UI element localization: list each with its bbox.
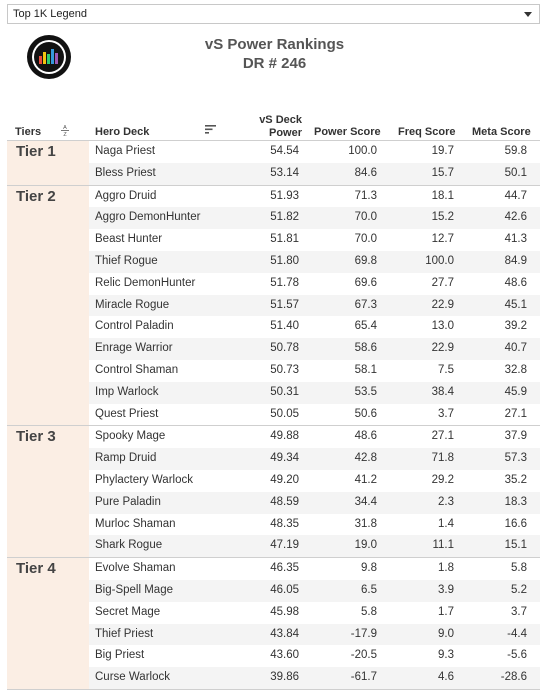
table-row[interactable] [89, 360, 540, 382]
table-row[interactable] [89, 338, 540, 360]
freq-score-cell: 22.9 [431, 342, 454, 355]
freq-score-cell: 27.7 [431, 276, 454, 289]
vs-power-cell: 51.80 [270, 254, 299, 267]
freq-score-cell: 100.0 [425, 254, 454, 267]
meta-score-cell: 42.6 [504, 211, 527, 224]
meta-score-cell: 48.6 [504, 276, 527, 289]
table-row[interactable] [89, 141, 540, 163]
hero-deck-cell: Big Priest [95, 649, 145, 662]
power-score-cell: 84.6 [354, 166, 377, 179]
filter-selected-value: Top 1K Legend [13, 8, 88, 20]
vs-power-cell: 53.14 [270, 166, 299, 179]
power-score-cell: 70.0 [354, 233, 377, 246]
svg-text:A: A [63, 125, 67, 131]
meta-score-cell: 57.3 [504, 452, 527, 465]
meta-score-cell: 18.3 [504, 495, 527, 508]
power-score-cell: 50.6 [354, 407, 377, 420]
vs-power-cell: 49.88 [270, 430, 299, 443]
tier-group [7, 426, 540, 557]
hero-deck-cell: Quest Priest [95, 407, 159, 420]
meta-score-cell: 32.8 [504, 363, 527, 376]
hero-deck-cell: Relic DemonHunter [95, 276, 196, 289]
hero-deck-cell: Aggro Druid [95, 189, 157, 202]
meta-score-cell: 27.1 [504, 407, 527, 420]
freq-score-cell: 22.9 [431, 298, 454, 311]
column-header-hero-deck[interactable]: Hero Deck [95, 126, 150, 138]
tier-label: Tier 2 [7, 186, 89, 426]
freq-score-cell: 71.8 [431, 452, 454, 465]
power-score-cell: 6.5 [361, 583, 377, 596]
table-row[interactable] [89, 273, 540, 295]
table-row[interactable] [89, 207, 540, 229]
power-score-cell: 53.5 [354, 385, 377, 398]
power-score-cell: -20.5 [350, 649, 377, 662]
freq-score-cell: 1.7 [438, 605, 454, 618]
table-row[interactable] [89, 295, 540, 317]
power-score-cell: 31.8 [354, 517, 377, 530]
vs-power-cell: 46.35 [270, 562, 299, 575]
vs-power-cell: 51.78 [270, 276, 299, 289]
meta-score-cell: 39.2 [504, 320, 527, 333]
power-score-cell: 48.6 [354, 430, 377, 443]
column-header-meta-score[interactable]: Meta Score [472, 126, 531, 138]
vs-power-cell: 49.34 [270, 452, 299, 465]
power-score-cell: 65.4 [354, 320, 377, 333]
hero-deck-cell: Evolve Shaman [95, 562, 176, 575]
tier-group [7, 558, 540, 689]
power-score-cell: 69.6 [354, 276, 377, 289]
table-row[interactable] [89, 404, 540, 426]
table-bottom-border [7, 689, 540, 690]
power-score-cell: -61.7 [350, 671, 377, 684]
vs-power-cell: 49.20 [270, 473, 299, 486]
table-row[interactable] [89, 602, 540, 624]
table-row[interactable] [89, 316, 540, 338]
rankings-table [7, 140, 540, 690]
power-score-cell: 69.8 [354, 254, 377, 267]
freq-score-cell: 19.7 [431, 145, 454, 157]
column-header-vs-power-line1: vS Deck [259, 114, 302, 126]
freq-score-cell: 3.9 [438, 583, 454, 596]
vs-power-cell: 39.86 [270, 671, 299, 684]
power-score-cell: 42.8 [354, 452, 377, 465]
table-row[interactable] [89, 163, 540, 185]
power-score-cell: 5.8 [361, 605, 377, 618]
meta-score-cell: 40.7 [504, 342, 527, 355]
tier-label: Tier 1 [7, 141, 89, 185]
freq-score-cell: 9.3 [438, 649, 454, 662]
freq-score-cell: 11.1 [432, 539, 454, 552]
table-row[interactable] [89, 624, 540, 646]
power-score-cell: 9.8 [361, 562, 377, 575]
column-header-vs-power-line2: Power [268, 127, 302, 139]
hero-deck-cell: Thief Priest [95, 627, 154, 640]
hero-deck-cell: Spooky Mage [95, 430, 166, 443]
vs-power-cell: 51.81 [270, 233, 299, 246]
freq-score-cell: 4.6 [438, 671, 454, 684]
table-row[interactable] [89, 535, 540, 557]
hero-deck-cell: Secret Mage [95, 605, 161, 618]
meta-score-cell: 45.9 [504, 385, 527, 398]
meta-score-cell: 37.9 [504, 430, 527, 443]
freq-score-cell: 29.2 [431, 473, 454, 486]
vs-power-cell: 50.78 [270, 342, 299, 355]
freq-score-cell: 13.0 [431, 320, 454, 333]
filter-dropdown[interactable] [7, 4, 540, 24]
freq-score-cell: 15.2 [431, 211, 454, 224]
hero-deck-cell: Phylactery Warlock [95, 473, 193, 486]
power-score-cell: 70.0 [354, 211, 377, 224]
freq-score-cell: 38.4 [431, 385, 454, 398]
meta-score-cell: 59.8 [504, 145, 527, 157]
hero-deck-cell: Big-Spell Mage [95, 583, 173, 596]
table-row[interactable] [89, 426, 540, 448]
hero-deck-cell: Shark Rogue [95, 539, 163, 552]
vs-power-cell: 54.54 [270, 145, 299, 157]
power-score-cell: 67.3 [354, 298, 377, 311]
column-header-tiers[interactable]: Tiers [15, 126, 42, 138]
page-title: vS Power Rankings [204, 36, 345, 53]
sort-descending-icon[interactable] [205, 124, 217, 134]
chevron-down-icon[interactable] [524, 12, 532, 17]
hero-deck-cell: Naga Priest [95, 145, 156, 157]
sort-az-icon[interactable] [60, 124, 70, 137]
hero-deck-cell: Pure Paladin [95, 495, 161, 508]
hero-deck-cell: Thief Rogue [95, 254, 158, 267]
hero-deck-cell: Beast Hunter [95, 233, 163, 246]
power-score-cell: 58.6 [354, 342, 377, 355]
table-row[interactable] [89, 514, 540, 536]
vs-power-cell: 46.05 [270, 583, 299, 596]
tier-label: Tier 3 [7, 426, 89, 557]
meta-score-cell: 50.1 [504, 166, 527, 179]
vs-power-cell: 47.19 [270, 539, 299, 552]
meta-score-cell: 44.7 [504, 189, 527, 202]
power-score-cell: 71.3 [354, 189, 377, 202]
freq-score-cell: 18.1 [431, 189, 454, 202]
power-score-cell: 19.0 [354, 539, 377, 552]
hero-deck-cell: Miracle Rogue [95, 298, 170, 311]
freq-score-cell: 1.4 [438, 517, 454, 530]
freq-score-cell: 1.8 [438, 562, 454, 575]
vs-power-cell: 48.35 [270, 517, 299, 530]
freq-score-cell: 7.5 [438, 363, 454, 376]
meta-score-cell: 5.2 [511, 583, 527, 596]
column-header-freq-score[interactable]: Freq Score [398, 126, 456, 138]
page-subtitle: DR # 246 [242, 55, 307, 72]
column-header-vs-power[interactable] [257, 114, 302, 140]
table-row[interactable] [89, 645, 540, 667]
hero-deck-cell: Enrage Warrior [95, 342, 173, 355]
column-header-power-score[interactable]: Power Score [314, 126, 381, 138]
tier-group [7, 141, 540, 185]
meta-score-cell: -5.6 [507, 649, 527, 662]
table-row[interactable] [89, 186, 540, 208]
table-row[interactable] [89, 251, 540, 273]
hero-deck-cell: Ramp Druid [95, 452, 157, 465]
meta-score-cell: 5.8 [511, 562, 527, 575]
meta-score-cell: 15.1 [504, 539, 527, 552]
freq-score-cell: 12.7 [431, 233, 454, 246]
table-row[interactable] [89, 492, 540, 514]
vs-power-cell: 51.93 [270, 189, 299, 202]
table-row[interactable] [89, 382, 540, 404]
table-row[interactable] [89, 580, 540, 602]
meta-score-cell: 45.1 [504, 298, 527, 311]
hero-deck-cell: Control Shaman [95, 363, 179, 376]
hero-deck-cell: Aggro DemonHunter [95, 211, 201, 224]
vs-power-cell: 50.05 [270, 407, 299, 420]
meta-score-cell: 84.9 [504, 254, 527, 267]
power-score-cell: -17.9 [350, 627, 377, 640]
hero-deck-cell: Imp Warlock [95, 385, 159, 398]
hero-deck-cell: Curse Warlock [95, 671, 170, 684]
freq-score-cell: 9.0 [438, 627, 454, 640]
vs-power-cell: 50.31 [270, 385, 299, 398]
table-row[interactable] [89, 667, 540, 689]
vs-power-cell: 51.82 [270, 211, 299, 224]
vs-power-cell: 45.98 [270, 605, 299, 618]
freq-score-cell: 3.7 [438, 407, 454, 420]
report-title [0, 35, 549, 73]
freq-score-cell: 2.3 [438, 495, 454, 508]
tier-group [7, 186, 540, 426]
meta-score-cell: -4.4 [507, 627, 527, 640]
meta-score-cell: 35.2 [504, 473, 527, 486]
power-score-cell: 34.4 [354, 495, 377, 508]
meta-score-cell: 16.6 [504, 517, 527, 530]
svg-text:Z: Z [63, 132, 67, 137]
table-row[interactable] [89, 558, 540, 580]
table-row[interactable] [89, 229, 540, 251]
hero-deck-cell: Murloc Shaman [95, 517, 176, 530]
freq-score-cell: 15.7 [431, 166, 454, 179]
vs-power-cell: 43.60 [270, 649, 299, 662]
vs-power-cell: 48.59 [270, 495, 299, 508]
vs-power-cell: 51.40 [270, 320, 299, 333]
meta-score-cell: 41.3 [504, 233, 527, 246]
power-score-cell: 41.2 [354, 473, 377, 486]
freq-score-cell: 27.1 [431, 430, 454, 443]
hero-deck-cell: Control Paladin [95, 320, 174, 333]
vs-power-cell: 43.84 [270, 627, 299, 640]
meta-score-cell: 3.7 [511, 605, 527, 618]
hero-deck-cell: Bless Priest [95, 166, 156, 179]
meta-score-cell: -28.6 [500, 671, 527, 684]
table-row[interactable] [89, 470, 540, 492]
vs-power-cell: 50.73 [270, 363, 299, 376]
power-score-cell: 100.0 [348, 145, 377, 157]
power-score-cell: 58.1 [354, 363, 377, 376]
vs-power-cell: 51.57 [270, 298, 299, 311]
tier-label: Tier 4 [7, 558, 89, 689]
table-row[interactable] [89, 448, 540, 470]
